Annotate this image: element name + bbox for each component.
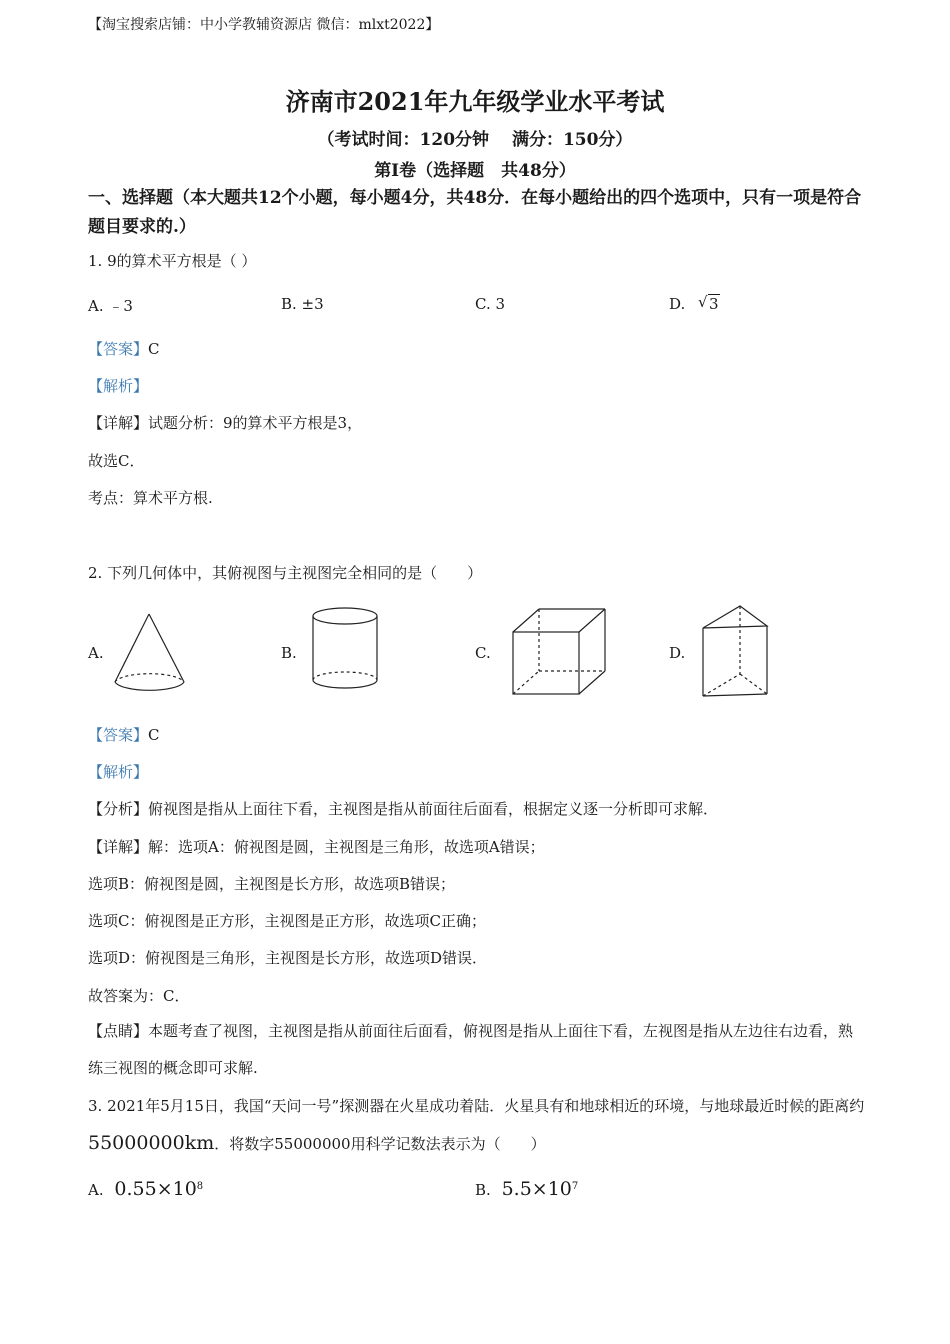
q1-option-a: A. ﹣3 [88,297,133,315]
q1-option-c: C. 3 [475,295,506,313]
q3-option-a-label: A. [88,1181,104,1199]
q1-answer [88,338,160,359]
q2-fenxi-text: 俯视图是指从上面往下看，主视图是指从前面往后面看，根据定义逐一分析即可求解． [148,800,719,818]
q2-answer-value: C [148,726,160,744]
cube-figure [510,606,608,698]
q1-option-d-label: D. [669,295,686,313]
q3-option-b-label: B. [475,1181,491,1199]
cylinder-figure [308,606,382,692]
q2-detail-tag: 【详解】 [88,838,149,856]
q2-detail-b: 选项B：俯视图是圆，主视图是长方形，故选项B错误； [88,875,456,893]
q1-option-d [669,295,720,313]
q2-label-b: B. [281,644,297,662]
q3-stem-part1: 3. 2021年5月15日，我国“天问一号”探测器在火星成功着陆．火星具有和地球相近的环境，与地球最近时候的距离约 [88,1097,865,1115]
exam-part: 第Ⅰ卷（选择题 共48分） [374,161,576,181]
exam-subtitle: （考试时间：120分钟 满分：150分） [317,130,633,150]
q3-option-a-exp: 8 [196,1181,204,1192]
q3-option-b [475,1178,578,1200]
q2-analysis-tag: 【解析】 [88,763,149,781]
q1-detail-text: 试题分析：9的算术平方根是3， [148,414,363,432]
q1-detail-tag: 【详解】 [88,414,149,432]
q1-point: 考点：算术平方根. [88,489,213,507]
q2-detail-c: 选项C：俯视图是正方形，主视图是正方形，故选项C正确； [88,912,486,930]
q2-dianjing-tag: 【点睛】 [88,1022,149,1040]
exam-title: 济南市2021年九年级学业水平考试 [285,87,665,116]
q3-option-a [88,1178,203,1200]
q2-answer-tag: 【答案】 [88,726,149,744]
q2-final: 故答案为：C． [88,987,190,1005]
q1-answer-tag: 【答案】 [88,340,149,358]
section-heading: 一、选择题（本大题共12个小题，每小题4分，共48分．在每小题给出的四个选项中，只有一项是符合题目要求的.） [88,188,862,237]
q3-stem-value: 55000000km [88,1132,215,1154]
q2-answer [88,724,160,745]
q2-fenxi-tag: 【分析】 [88,800,149,818]
q1-detail [88,412,362,433]
q2-detail-a-text: 解：选项A：俯视图是圆，主视图是三角形，故选项A错误； [148,838,545,856]
q2-fenxi [88,798,718,819]
q3-option-b-base: 5.5×10 [501,1178,572,1200]
q2-dianjing [88,1013,868,1087]
q2-label-d: D. [669,644,686,662]
q2-detail-a [88,836,545,857]
cone-figure [110,612,190,696]
q1-option-b: B. ±3 [281,295,324,313]
q1-option-d-radicand: 3 [709,295,719,313]
q3-option-b-exp: 7 [571,1181,579,1192]
q3-stem [88,1088,868,1163]
q2-label-c: C. [475,644,491,662]
q1-stem: 1. 9的算术平方根是（ ） [88,252,257,270]
header-note: 【淘宝搜索店铺：中小学教辅资源店 微信：mlxt2022】 [88,17,440,33]
prism-figure [700,604,772,700]
q2-detail-d: 选项D：俯视图是三角形，主视图是长方形，故选项D错误． [88,949,488,967]
q3-stem-part2: ．将数字55000000用科学记数法表示为（ ） [214,1135,546,1153]
sqrt-symbol: √ 3 [698,293,719,313]
q1-choose: 故选C． [88,452,145,470]
q3-option-a-base: 0.55×10 [114,1178,197,1200]
q2-label-a: A. [88,644,104,662]
q2-dianjing-text: 本题考查了视图，主视图是指从前面往后面看，俯视图是指从上面往下看，左视图是指从左边往右边看，熟练三视图的概念即可求解. [88,1022,854,1077]
q1-analysis-tag: 【解析】 [88,377,149,395]
q1-answer-value: C [148,340,160,358]
q2-stem: 2. 下列几何体中，其俯视图与主视图完全相同的是（ ） [88,564,483,582]
